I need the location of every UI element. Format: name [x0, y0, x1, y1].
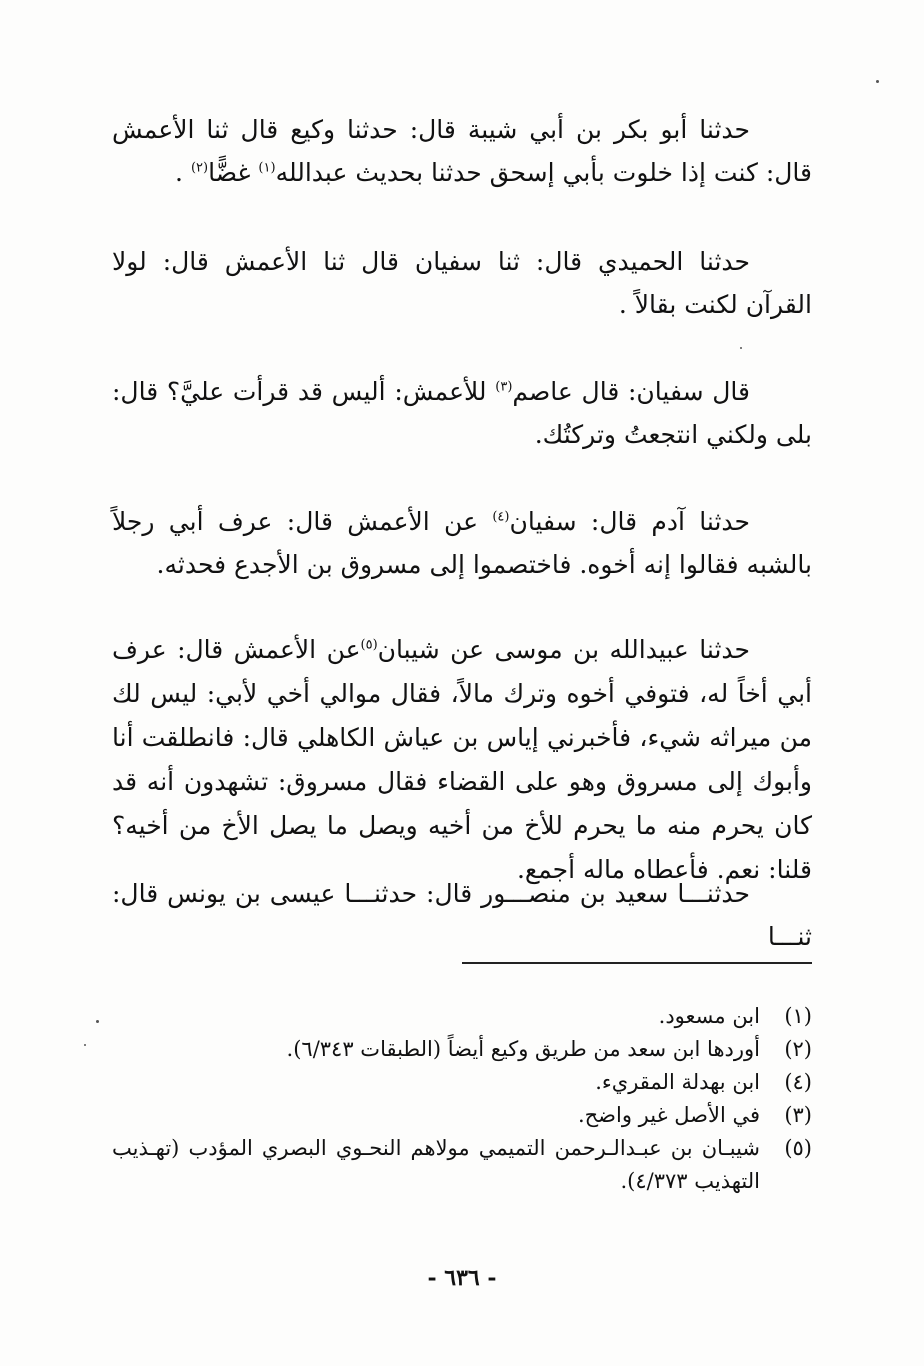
scan-speck	[740, 347, 742, 349]
footnote-item	[112, 1033, 812, 1066]
footnote-number: (٤)	[784, 1070, 812, 1094]
paragraph-3-text-a: قال سفيان: قال عاصم	[512, 377, 750, 406]
paragraph-6-text: حدثنـــا سعيد بن منصـــور قال: حدثنـــا عيسى بن يونس قال: ثنـــا	[112, 879, 812, 951]
paragraph-4	[112, 500, 812, 586]
footnote-number: (٣)	[784, 1103, 812, 1127]
footnote-text: ابن بهدلة المقريء.	[595, 1070, 760, 1094]
paragraph-1	[112, 108, 812, 194]
paragraph-4-text-b: عن الأعمش قال: عرف أبي رجلاً بالشبه فقالوا إنه أخوه. فاختصموا إلى مسروق بن الأجدع فحدثه.	[112, 507, 812, 579]
footnote-number: (٥)	[784, 1136, 812, 1160]
footnote-text: في الأصل غير واضح.	[577, 1103, 760, 1127]
footnote-text: ابن مسعود.	[658, 1004, 760, 1028]
paragraph-1-text-a: حدثنا أبو بكر بن أبي شيبة قال: حدثنا وكيع قال ثنا الأعمش قال: كنت إذا خلوت بأبي إسحق حدثنا بحديث عبدالله	[112, 115, 812, 187]
footnote-number: (٢)	[784, 1037, 812, 1061]
footnotes-list	[112, 1000, 812, 1198]
footnote-ref-2: (٢)	[190, 160, 209, 176]
paragraph-5	[112, 628, 812, 892]
paragraph-3-text-b: للأعمش: أليس قد قرأت عليَّ؟ قال: بلى ولكني انتجعتُ وتركتُك.	[112, 377, 812, 449]
footnote-item	[112, 1132, 812, 1198]
scan-speck	[876, 80, 879, 83]
paragraph-2-text: حدثنا الحميدي قال: ثنا سفيان قال ثنا الأعمش قال: لولا القرآن لكنت بقالاً .	[112, 247, 812, 319]
paragraph-5-text-a: حدثنا عبيدالله بن موسى عن شيبان	[377, 635, 750, 664]
page-number: - ٦٣٦ -	[427, 1265, 497, 1291]
footnote-item	[112, 1000, 812, 1033]
footnote-text: أوردها ابن سعد من طريق وكيع أيضاً (الطبقات ٦/٣٤٣).	[286, 1037, 760, 1061]
paragraph-4-text-a: حدثنا آدم قال: سفيان	[509, 507, 750, 536]
scan-speck	[84, 1044, 86, 1046]
paragraph-6	[112, 872, 812, 958]
footnote-item	[112, 1099, 812, 1132]
scan-speck	[96, 1020, 99, 1023]
footnote-ref-1: (١)	[258, 160, 276, 176]
footnote-ref-4: (٤)	[492, 509, 510, 525]
paragraph-1-text-c: .	[175, 158, 191, 187]
paragraph-2	[112, 240, 812, 326]
footnote-ref-3: (٣)	[495, 379, 513, 395]
footnote-number: (١)	[784, 1004, 812, 1028]
footnote-separator	[462, 962, 812, 964]
paragraph-3	[112, 370, 812, 456]
paragraph-1-text-b: غضًّا	[208, 158, 259, 187]
paragraph-5-text-b: عن الأعمش قال: عرف أبي أخاً له، فتوفي أخوه وترك مالاً، فقال موالي أخي لأبي: ليس لك من ميراثه شيء، فأخبرني إياس بن عياش الكاهلي قال: فانطلقت أنا وأبوك إلى مسروق وهو على القضاء فقال مسروق: تشهدون أنه قد كان يحرم منه ما يحرم للأخ من أخيه ويصل ما يصل الأخ من أخيه؟ قلنا: نعم. فأعطاه ماله أجمع.	[112, 635, 812, 884]
footnote-ref-5: (٥)	[360, 637, 378, 653]
footnote-item	[112, 1066, 812, 1099]
footnote-text: شيبـان بن عبـدالـرحمن التميمي مولاهم النحـوي البصري المؤدب (تهـذيب التهذيب ٤/٣٧٣).	[112, 1136, 760, 1193]
